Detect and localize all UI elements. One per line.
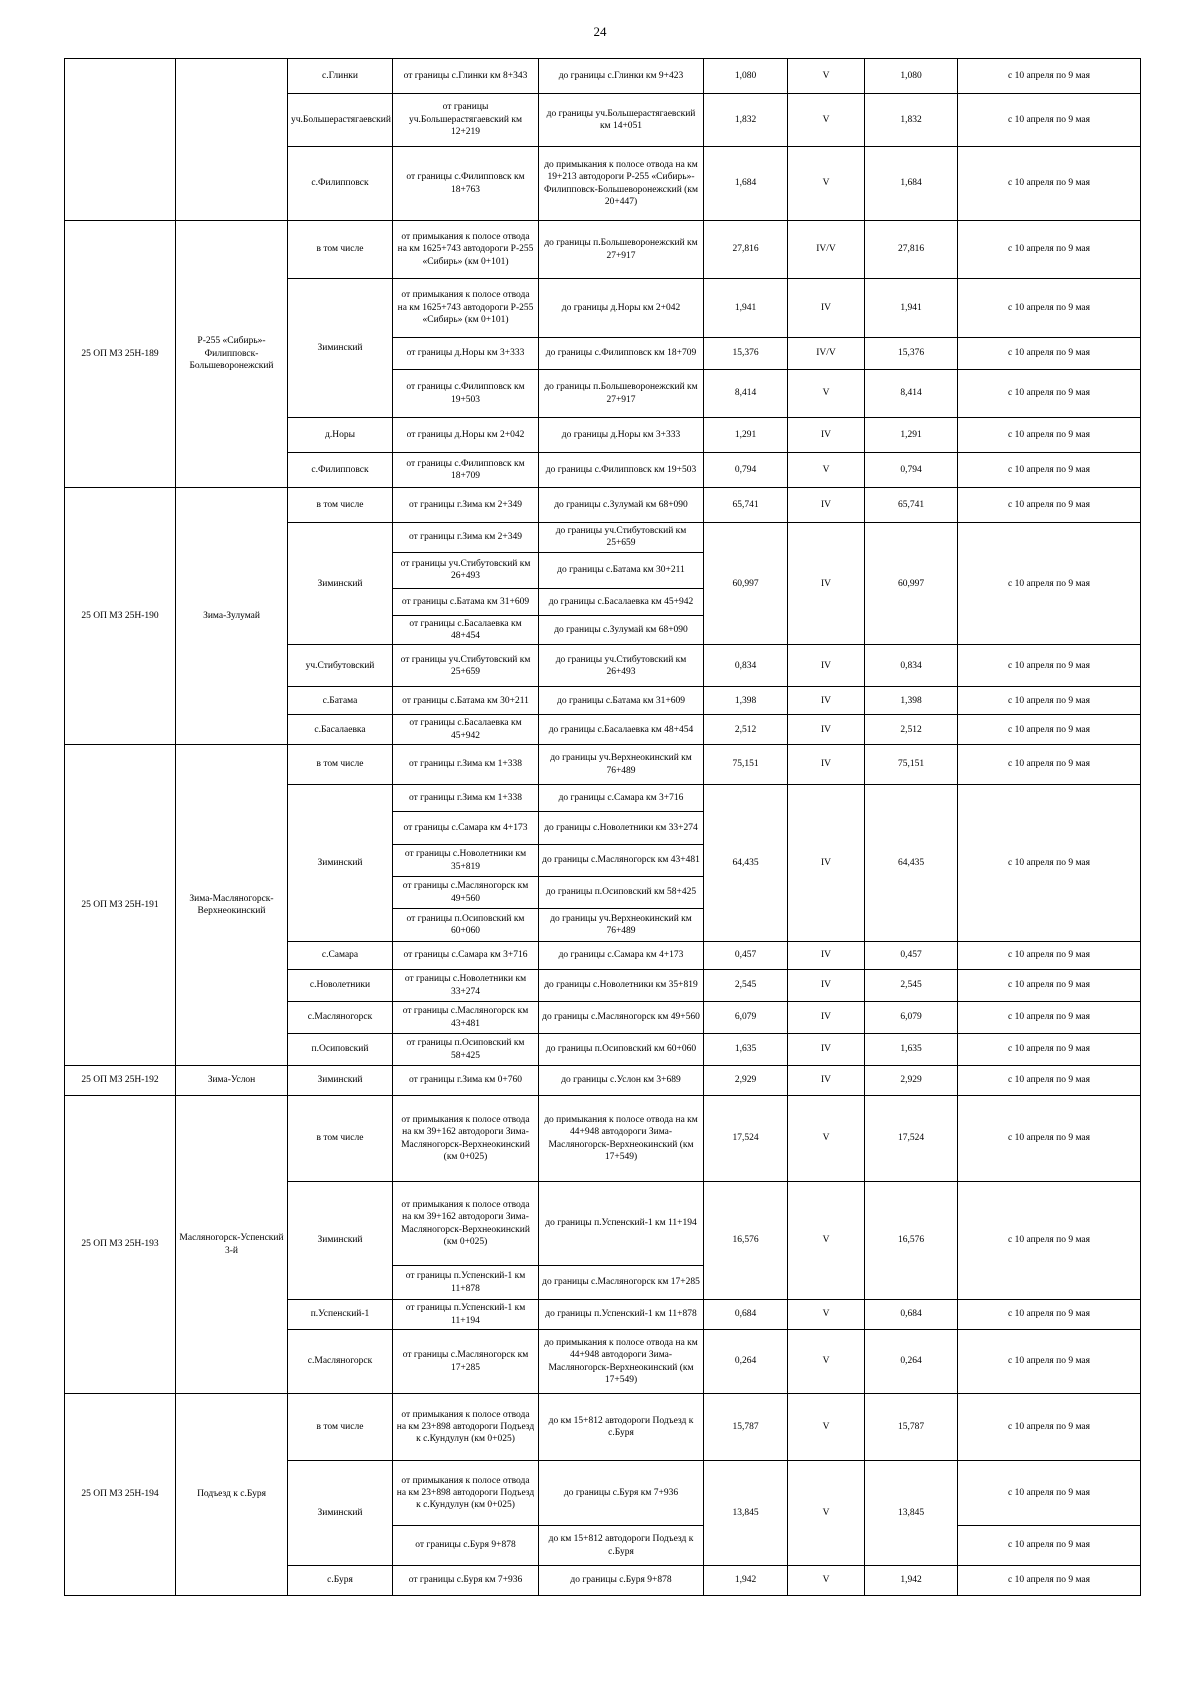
to-cell: до границы с.Масляногорск км 17+285 bbox=[539, 1266, 704, 1300]
to-cell: до границы уч.Стибутовский км 26+493 bbox=[539, 645, 704, 687]
length-cell: 27,816 bbox=[704, 221, 788, 279]
restricted-length-cell: 1,635 bbox=[865, 1034, 958, 1066]
to-cell: до границы с.Зулумай км 68+090 bbox=[539, 615, 704, 645]
from-cell: от границы с.Масляногорск км 49+560 bbox=[393, 877, 539, 909]
restriction-period-cell: с 10 апреля по 9 мая bbox=[958, 687, 1141, 715]
to-cell: до границы с.Буря км 7+936 bbox=[539, 1461, 704, 1526]
from-cell: от границы п.Осиповский км 60+060 bbox=[393, 909, 539, 942]
district-cell: в том числе bbox=[288, 221, 393, 279]
category-cell: IV bbox=[788, 970, 865, 1002]
district-cell: в том числе bbox=[288, 488, 393, 523]
district-cell: с.Масляногорск bbox=[288, 1002, 393, 1034]
restricted-length-cell: 65,741 bbox=[865, 488, 958, 523]
category-cell: IV bbox=[788, 1002, 865, 1034]
restriction-period-cell: с 10 апреля по 9 мая bbox=[958, 1566, 1141, 1596]
district-cell: д.Норы bbox=[288, 418, 393, 453]
category-cell: IV bbox=[788, 942, 865, 970]
restricted-length-cell: 15,787 bbox=[865, 1394, 958, 1461]
from-cell: от границы с.Самара км 3+716 bbox=[393, 942, 539, 970]
from-cell: от примыкания к полосе отвода на км 1625+743 автодороги Р-255 «Сибирь» (км 0+101) bbox=[393, 221, 539, 279]
district-cell: Зиминский bbox=[288, 1461, 393, 1566]
from-cell: от примыкания к полосе отвода на км 39+162 автодороги Зима-Масляногорск-Верхнеокинский (км 0+025) bbox=[393, 1096, 539, 1182]
restricted-length-cell: 16,576 bbox=[865, 1182, 958, 1300]
table-row bbox=[65, 1394, 1141, 1461]
category-cell: V bbox=[788, 370, 865, 418]
road-name-cell: Р-255 «Сибирь»-Филипповск-Большеворонежский bbox=[176, 221, 288, 488]
district-cell: с.Масляногорск bbox=[288, 1330, 393, 1394]
district-cell: Зиминский bbox=[288, 523, 393, 645]
to-cell: до границы с.Филипповск км 19+503 bbox=[539, 453, 704, 488]
district-cell: Зиминский bbox=[288, 1182, 393, 1300]
length-cell: 15,787 bbox=[704, 1394, 788, 1461]
to-cell: до границы с.Басалаевка км 48+454 bbox=[539, 715, 704, 745]
district-cell: уч.Стибутовский bbox=[288, 645, 393, 687]
to-cell: до границы уч.Большерастягаевский км 14+051 bbox=[539, 94, 704, 147]
from-cell: от границы с.Буря км 7+936 bbox=[393, 1566, 539, 1596]
from-cell: от границы д.Норы км 2+042 bbox=[393, 418, 539, 453]
category-cell: V bbox=[788, 453, 865, 488]
restricted-length-cell: 1,941 bbox=[865, 279, 958, 338]
restriction-period-cell: с 10 апреля по 9 мая bbox=[958, 59, 1141, 94]
to-cell: до границы с.Батама км 31+609 bbox=[539, 687, 704, 715]
to-cell: до примыкания к полосе отвода на км 44+948 автодороги Зима-Масляногорск-Верхнеокинский (км 17+549) bbox=[539, 1330, 704, 1394]
category-cell: V bbox=[788, 94, 865, 147]
length-cell: 1,941 bbox=[704, 279, 788, 338]
to-cell: до границы п.Успенский-1 км 11+194 bbox=[539, 1182, 704, 1266]
from-cell: от границы с.Новолетники км 33+274 bbox=[393, 970, 539, 1002]
restriction-period-cell: с 10 апреля по 9 мая bbox=[958, 488, 1141, 523]
district-cell: с.Самара bbox=[288, 942, 393, 970]
from-cell: от границы г.Зима км 1+338 bbox=[393, 745, 539, 785]
to-cell: до границы с.Новолетники км 35+819 bbox=[539, 970, 704, 1002]
category-cell: IV bbox=[788, 418, 865, 453]
restriction-period-cell: с 10 апреля по 9 мая bbox=[958, 1182, 1141, 1300]
category-cell: V bbox=[788, 1182, 865, 1300]
from-cell: от границы уч.Стибутовский км 26+493 bbox=[393, 552, 539, 588]
table-row bbox=[65, 59, 1141, 94]
table-row bbox=[65, 1066, 1141, 1096]
road-restrictions-table bbox=[64, 58, 1141, 1596]
restricted-length-cell: 8,414 bbox=[865, 370, 958, 418]
road-name-cell: Масляногорск-Успенский 3-й bbox=[176, 1096, 288, 1394]
length-cell: 75,151 bbox=[704, 745, 788, 785]
road-name-cell bbox=[176, 59, 288, 221]
to-cell: до границы с.Новолетники км 33+274 bbox=[539, 812, 704, 845]
to-cell: до границы с.Самара км 3+716 bbox=[539, 785, 704, 812]
length-cell: 6,079 bbox=[704, 1002, 788, 1034]
from-cell: от границы с.Масляногорск км 43+481 bbox=[393, 1002, 539, 1034]
category-cell: V bbox=[788, 147, 865, 221]
from-cell: от границы уч.Большерастягаевский км 12+219 bbox=[393, 94, 539, 147]
category-cell: V bbox=[788, 1096, 865, 1182]
length-cell: 0,264 bbox=[704, 1330, 788, 1394]
table-row bbox=[65, 488, 1141, 523]
to-cell: до границы с.Глинки км 9+423 bbox=[539, 59, 704, 94]
restricted-length-cell: 0,684 bbox=[865, 1300, 958, 1330]
length-cell: 0,794 bbox=[704, 453, 788, 488]
category-cell: IV bbox=[788, 279, 865, 338]
category-cell: V bbox=[788, 1300, 865, 1330]
district-cell: с.Батама bbox=[288, 687, 393, 715]
length-cell: 15,376 bbox=[704, 338, 788, 370]
district-cell: с.Буря bbox=[288, 1566, 393, 1596]
restricted-length-cell: 2,929 bbox=[865, 1066, 958, 1096]
district-cell: п.Осиповский bbox=[288, 1034, 393, 1066]
restriction-period-cell: с 10 апреля по 9 мая bbox=[958, 1526, 1141, 1566]
restriction-period-cell: с 10 апреля по 9 мая bbox=[958, 94, 1141, 147]
restricted-length-cell: 1,291 bbox=[865, 418, 958, 453]
district-cell: Зиминский bbox=[288, 279, 393, 418]
to-cell: до границы с.Масляногорск км 49+560 bbox=[539, 1002, 704, 1034]
to-cell: до границы уч.Стибутовский км 25+659 bbox=[539, 523, 704, 553]
to-cell: до границы уч.Верхнеокинский км 76+489 bbox=[539, 909, 704, 942]
from-cell: от границы д.Норы км 3+333 bbox=[393, 338, 539, 370]
from-cell: от границы г.Зима км 2+349 bbox=[393, 488, 539, 523]
road-number-cell: 25 ОП МЗ 25Н-191 bbox=[65, 745, 176, 1066]
category-cell: IV bbox=[788, 1066, 865, 1096]
restriction-period-cell: с 10 апреля по 9 мая bbox=[958, 338, 1141, 370]
table-row bbox=[65, 221, 1141, 279]
from-cell: от границы с.Батама км 31+609 bbox=[393, 588, 539, 615]
restriction-period-cell: с 10 апреля по 9 мая bbox=[958, 645, 1141, 687]
page-number: 24 bbox=[593, 24, 607, 39]
length-cell: 64,435 bbox=[704, 785, 788, 942]
table-body bbox=[65, 59, 1141, 1596]
district-cell: с.Глинки bbox=[288, 59, 393, 94]
to-cell: до границы п.Осиповский км 60+060 bbox=[539, 1034, 704, 1066]
restriction-period-cell: с 10 апреля по 9 мая bbox=[958, 1096, 1141, 1182]
length-cell: 8,414 bbox=[704, 370, 788, 418]
restriction-period-cell: с 10 апреля по 9 мая bbox=[958, 1066, 1141, 1096]
restriction-period-cell: с 10 апреля по 9 мая bbox=[958, 418, 1141, 453]
to-cell: до границы с.Батама км 30+211 bbox=[539, 552, 704, 588]
category-cell: IV bbox=[788, 745, 865, 785]
length-cell: 0,457 bbox=[704, 942, 788, 970]
restriction-period-cell: с 10 апреля по 9 мая bbox=[958, 221, 1141, 279]
to-cell: до границы с.Буря 9+878 bbox=[539, 1566, 704, 1596]
to-cell: до границы с.Басалаевка км 45+942 bbox=[539, 588, 704, 615]
restricted-length-cell: 60,997 bbox=[865, 523, 958, 645]
road-number-cell: 25 ОП МЗ 25Н-190 bbox=[65, 488, 176, 745]
district-cell: с.Филипповск bbox=[288, 453, 393, 488]
category-cell: IV/V bbox=[788, 338, 865, 370]
category-cell: IV bbox=[788, 645, 865, 687]
road-number-cell: 25 ОП МЗ 25Н-193 bbox=[65, 1096, 176, 1394]
from-cell: от примыкания к полосе отвода на км 39+162 автодороги Зима-Масляногорск-Верхнеокинский (км 0+025) bbox=[393, 1182, 539, 1266]
restriction-period-cell: с 10 апреля по 9 мая bbox=[958, 1394, 1141, 1461]
length-cell: 0,684 bbox=[704, 1300, 788, 1330]
restricted-length-cell: 1,832 bbox=[865, 94, 958, 147]
restricted-length-cell: 0,457 bbox=[865, 942, 958, 970]
restriction-period-cell: с 10 апреля по 9 мая bbox=[958, 1300, 1141, 1330]
road-number-cell: 25 ОП МЗ 25Н-189 bbox=[65, 221, 176, 488]
restriction-period-cell: с 10 апреля по 9 мая bbox=[958, 1461, 1141, 1526]
category-cell: IV bbox=[788, 715, 865, 745]
category-cell: IV/V bbox=[788, 221, 865, 279]
length-cell: 1,942 bbox=[704, 1566, 788, 1596]
from-cell: от границы п.Успенский-1 км 11+194 bbox=[393, 1300, 539, 1330]
to-cell: до границы с.Услон км 3+689 bbox=[539, 1066, 704, 1096]
restricted-length-cell: 6,079 bbox=[865, 1002, 958, 1034]
restricted-length-cell: 64,435 bbox=[865, 785, 958, 942]
from-cell: от границы с.Самара км 4+173 bbox=[393, 812, 539, 845]
restriction-period-cell: с 10 апреля по 9 мая bbox=[958, 453, 1141, 488]
road-number-cell: 25 ОП МЗ 25Н-194 bbox=[65, 1394, 176, 1596]
restriction-period-cell: с 10 апреля по 9 мая bbox=[958, 745, 1141, 785]
district-cell: Зиминский bbox=[288, 1066, 393, 1096]
restriction-period-cell: с 10 апреля по 9 мая bbox=[958, 970, 1141, 1002]
from-cell: от границы с.Басалаевка км 48+454 bbox=[393, 615, 539, 645]
category-cell: IV bbox=[788, 488, 865, 523]
from-cell: от границы уч.Стибутовский км 25+659 bbox=[393, 645, 539, 687]
road-name-cell: Зима-Масляногорск-Верхнеокинский bbox=[176, 745, 288, 1066]
restriction-period-cell: с 10 апреля по 9 мая bbox=[958, 147, 1141, 221]
category-cell: V bbox=[788, 1394, 865, 1461]
length-cell: 2,545 bbox=[704, 970, 788, 1002]
road-name-cell: Зима-Услон bbox=[176, 1066, 288, 1096]
from-cell: от границы с.Филипповск км 19+503 bbox=[393, 370, 539, 418]
restricted-length-cell: 0,794 bbox=[865, 453, 958, 488]
to-cell: до границы уч.Верхнеокинский км 76+489 bbox=[539, 745, 704, 785]
to-cell: до границы п.Большеворонежский км 27+917 bbox=[539, 221, 704, 279]
length-cell: 65,741 bbox=[704, 488, 788, 523]
from-cell: от границы с.Батама км 30+211 bbox=[393, 687, 539, 715]
restriction-period-cell: с 10 апреля по 9 мая bbox=[958, 1002, 1141, 1034]
category-cell: V bbox=[788, 1566, 865, 1596]
category-cell: V bbox=[788, 59, 865, 94]
from-cell: от границы с.Филипповск км 18+763 bbox=[393, 147, 539, 221]
district-cell: п.Успенский-1 bbox=[288, 1300, 393, 1330]
length-cell: 13,845 bbox=[704, 1461, 788, 1566]
district-cell: с.Новолетники bbox=[288, 970, 393, 1002]
length-cell: 17,524 bbox=[704, 1096, 788, 1182]
table-row bbox=[65, 1096, 1141, 1182]
restriction-period-cell: с 10 апреля по 9 мая bbox=[958, 370, 1141, 418]
to-cell: до границы с.Зулумай км 68+090 bbox=[539, 488, 704, 523]
restriction-period-cell: с 10 апреля по 9 мая bbox=[958, 785, 1141, 942]
district-cell: Зиминский bbox=[288, 785, 393, 942]
to-cell: до границы д.Норы км 2+042 bbox=[539, 279, 704, 338]
to-cell: до границы п.Большеворонежский км 27+917 bbox=[539, 370, 704, 418]
category-cell: IV bbox=[788, 687, 865, 715]
length-cell: 16,576 bbox=[704, 1182, 788, 1300]
from-cell: от примыкания к полосе отвода на км 23+898 автодороги Подъезд к с.Кундулун (км 0+025) bbox=[393, 1461, 539, 1526]
category-cell: IV bbox=[788, 1034, 865, 1066]
from-cell: от границы с.Филипповск км 18+709 bbox=[393, 453, 539, 488]
road-number-cell: 25 ОП МЗ 25Н-192 bbox=[65, 1066, 176, 1096]
district-cell: в том числе bbox=[288, 1096, 393, 1182]
from-cell: от границы г.Зима км 0+760 bbox=[393, 1066, 539, 1096]
to-cell: до границы с.Масляногорск км 43+481 bbox=[539, 845, 704, 877]
district-cell: в том числе bbox=[288, 1394, 393, 1461]
category-cell: V bbox=[788, 1461, 865, 1566]
to-cell: до км 15+812 автодороги Подъезд к с.Буря bbox=[539, 1394, 704, 1461]
road-number-cell bbox=[65, 59, 176, 221]
length-cell: 1,635 bbox=[704, 1034, 788, 1066]
district-cell: с.Басалаевка bbox=[288, 715, 393, 745]
length-cell: 1,080 bbox=[704, 59, 788, 94]
category-cell: V bbox=[788, 1330, 865, 1394]
to-cell: до км 15+812 автодороги Подъезд к с.Буря bbox=[539, 1526, 704, 1566]
road-name-cell: Зима-Зулумай bbox=[176, 488, 288, 745]
restriction-period-cell: с 10 апреля по 9 мая bbox=[958, 1034, 1141, 1066]
restricted-length-cell: 1,684 bbox=[865, 147, 958, 221]
restricted-length-cell: 1,942 bbox=[865, 1566, 958, 1596]
restricted-length-cell: 2,545 bbox=[865, 970, 958, 1002]
from-cell: от границы с.Масляногорск км 17+285 bbox=[393, 1330, 539, 1394]
restriction-period-cell: с 10 апреля по 9 мая bbox=[958, 715, 1141, 745]
length-cell: 0,834 bbox=[704, 645, 788, 687]
from-cell: от границы с.Буря 9+878 bbox=[393, 1526, 539, 1566]
table-row bbox=[65, 745, 1141, 785]
restricted-length-cell: 0,834 bbox=[865, 645, 958, 687]
from-cell: от примыкания к полосе отвода на км 23+898 автодороги Подъезд к с.Кундулун (км 0+025) bbox=[393, 1394, 539, 1461]
to-cell: до границы с.Самара км 4+173 bbox=[539, 942, 704, 970]
from-cell: от границы г.Зима км 2+349 bbox=[393, 523, 539, 553]
to-cell: до границы с.Филипповск км 18+709 bbox=[539, 338, 704, 370]
length-cell: 2,929 bbox=[704, 1066, 788, 1096]
to-cell: до границы п.Успенский-1 км 11+878 bbox=[539, 1300, 704, 1330]
to-cell: до границы п.Осиповский км 58+425 bbox=[539, 877, 704, 909]
restricted-length-cell: 2,512 bbox=[865, 715, 958, 745]
restricted-length-cell: 17,524 bbox=[865, 1096, 958, 1182]
to-cell: до примыкания к полосе отвода на км 19+213 автодороги Р-255 «Сибирь»-Филипповск-Большеворонежский (км 20+447) bbox=[539, 147, 704, 221]
length-cell: 1,684 bbox=[704, 147, 788, 221]
restricted-length-cell: 13,845 bbox=[865, 1461, 958, 1566]
from-cell: от границы с.Новолетники км 35+819 bbox=[393, 845, 539, 877]
from-cell: от границы с.Басалаевка км 45+942 bbox=[393, 715, 539, 745]
district-cell: с.Филипповск bbox=[288, 147, 393, 221]
district-cell: в том числе bbox=[288, 745, 393, 785]
restriction-period-cell: с 10 апреля по 9 мая bbox=[958, 279, 1141, 338]
to-cell: до примыкания к полосе отвода на км 44+948 автодороги Зима-Масляногорск-Верхнеокинский (км 17+549) bbox=[539, 1096, 704, 1182]
restricted-length-cell: 1,398 bbox=[865, 687, 958, 715]
restricted-length-cell: 1,080 bbox=[865, 59, 958, 94]
from-cell: от границы п.Осиповский км 58+425 bbox=[393, 1034, 539, 1066]
restriction-period-cell: с 10 апреля по 9 мая bbox=[958, 523, 1141, 645]
restriction-period-cell: с 10 апреля по 9 мая bbox=[958, 942, 1141, 970]
length-cell: 1,398 bbox=[704, 687, 788, 715]
from-cell: от границы с.Глинки км 8+343 bbox=[393, 59, 539, 94]
restricted-length-cell: 75,151 bbox=[865, 745, 958, 785]
from-cell: от границы п.Успенский-1 км 11+878 bbox=[393, 1266, 539, 1300]
restricted-length-cell: 0,264 bbox=[865, 1330, 958, 1394]
district-cell: уч.Большерастягаевский bbox=[288, 94, 393, 147]
length-cell: 1,832 bbox=[704, 94, 788, 147]
length-cell: 60,997 bbox=[704, 523, 788, 645]
category-cell: IV bbox=[788, 785, 865, 942]
restricted-length-cell: 27,816 bbox=[865, 221, 958, 279]
length-cell: 1,291 bbox=[704, 418, 788, 453]
from-cell: от примыкания к полосе отвода на км 1625+743 автодороги Р-255 «Сибирь» (км 0+101) bbox=[393, 279, 539, 338]
restriction-period-cell: с 10 апреля по 9 мая bbox=[958, 1330, 1141, 1394]
from-cell: от границы г.Зима км 1+338 bbox=[393, 785, 539, 812]
to-cell: до границы д.Норы км 3+333 bbox=[539, 418, 704, 453]
road-name-cell: Подъезд к с.Буря bbox=[176, 1394, 288, 1596]
restricted-length-cell: 15,376 bbox=[865, 338, 958, 370]
category-cell: IV bbox=[788, 523, 865, 645]
length-cell: 2,512 bbox=[704, 715, 788, 745]
